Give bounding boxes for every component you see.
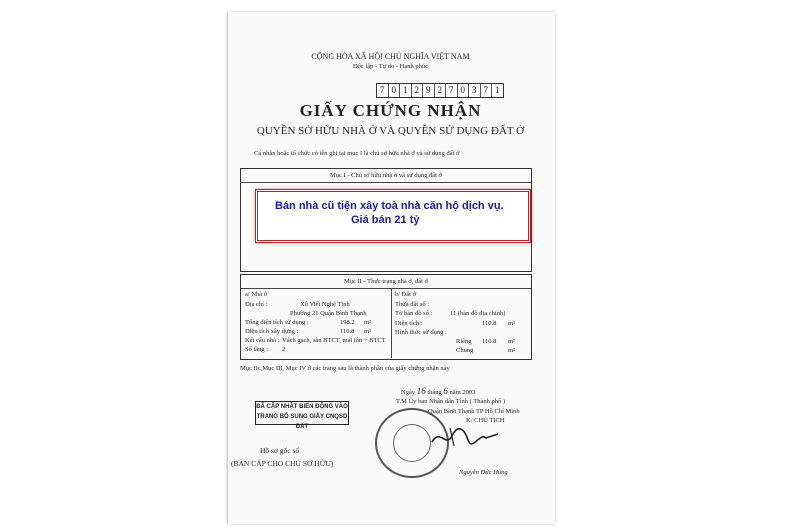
stamp-line-1: ĐÃ CẬP NHẬT BIẾN ĐỘNG VÀO bbox=[256, 404, 348, 410]
land-area-value: 110.8 bbox=[482, 320, 497, 327]
authority-line-1: T.M Ủy ban Nhân dân Tỉnh ( Thành phố ) bbox=[396, 398, 506, 405]
emblem-icon bbox=[393, 424, 431, 462]
serial-digit: 9 bbox=[423, 84, 435, 97]
motto: Độc lập - Tự do - Hạnh phúc bbox=[352, 63, 429, 70]
authority-line-3: K/ CHỦ TỊCH bbox=[466, 417, 505, 424]
total-floor-area-label: Tổng diện tích sử dụng : bbox=[245, 319, 309, 326]
map-sheet-label: Tờ bản đồ số : bbox=[395, 310, 433, 317]
land-heading: b/ Đất ở bbox=[395, 291, 417, 298]
serial-digit: 0 bbox=[389, 84, 401, 97]
section-property-heading: Mục II - Thực trạng nhà ở, đất ở bbox=[343, 278, 429, 285]
plot-number-label: Thửa đất số : bbox=[395, 301, 430, 308]
stamp-line-2: TRANG BỔ SUNG GIẤY CNQSD ĐẤT bbox=[256, 414, 348, 430]
area-unit: m² bbox=[508, 347, 516, 354]
signer-name: Nguyễn Đức Hùng bbox=[459, 469, 508, 476]
house-heading: a/ Nhà ở bbox=[245, 291, 268, 298]
floors-value: 2 bbox=[282, 346, 286, 353]
land-area-label: Diện tích : bbox=[395, 320, 423, 327]
address-ward: Phường 21 Quận Bình Thạnh bbox=[290, 310, 367, 317]
intro-text: Cá nhân hoặc tổ chức có tên ghi tại mục I là chủ sở hữu nhà ở và sử dụng đất ở bbox=[254, 150, 460, 157]
update-stamp bbox=[255, 401, 349, 430]
serial-digit: 1 bbox=[495, 85, 500, 95]
address-label: Địa chỉ : bbox=[245, 301, 268, 308]
shared-use-label: Chung bbox=[456, 347, 474, 354]
building-area-value: 110.8 bbox=[340, 328, 355, 335]
serial-digit: 0 bbox=[458, 84, 470, 97]
private-use-label: Riêng bbox=[456, 338, 472, 345]
section-owner-heading: Mục I - Chủ sở hữu nhà ở và sử dụng đất ở bbox=[330, 172, 442, 179]
advert-line-1: Bán nhà cũ tiện xây toà nhà căn hộ dịch vụ. bbox=[275, 200, 504, 212]
date-prefix: Ngày bbox=[401, 389, 416, 396]
private-use-value: 110.8 bbox=[482, 338, 497, 345]
column-divider bbox=[391, 288, 392, 358]
date-day: 16 bbox=[416, 386, 426, 396]
serial-digit: 2 bbox=[412, 84, 424, 97]
signature-icon bbox=[430, 422, 500, 450]
floors-label: Số tầng : bbox=[245, 346, 269, 353]
structure-label: Kết cấu nhà : bbox=[245, 337, 280, 344]
date-month-label: tháng bbox=[427, 389, 442, 396]
serial-digit: 2 bbox=[435, 84, 447, 97]
divider bbox=[241, 182, 531, 183]
address-street: Xô Viết Nghệ Tĩnh bbox=[300, 301, 350, 308]
usage-form-label: Hình thức sử dụng : bbox=[395, 329, 447, 336]
area-unit: m² bbox=[364, 319, 372, 326]
area-unit: m² bbox=[508, 338, 516, 345]
serial-number bbox=[376, 83, 504, 98]
area-unit: m² bbox=[508, 320, 516, 327]
country-name: CỘNG HÒA XÃ HỘI CHỦ NGHĨA VIỆT NAM bbox=[311, 52, 470, 61]
original-file-label: Hồ sơ gốc số bbox=[260, 446, 300, 455]
authority-line-2: Quận Bình Thạnh TP Hồ Chí Minh bbox=[428, 408, 520, 415]
date-year-label: năm bbox=[449, 389, 461, 396]
area-unit: m² bbox=[364, 328, 372, 335]
advert-overlay bbox=[255, 189, 531, 243]
divider bbox=[241, 288, 531, 289]
advert-line-2: Giá bán 21 tỷ bbox=[351, 214, 420, 226]
building-area-label: Diện tích xây dựng : bbox=[245, 328, 299, 335]
serial-digit: 7 bbox=[446, 84, 458, 97]
document-title: GIẤY CHỨNG NHẬN bbox=[299, 101, 482, 120]
continuation-note: Mục IIc,Mục III, Mục IV ở các trang sau là thành phần của giấy chứng nhận này bbox=[240, 365, 450, 372]
map-sheet-value: 11 (bản đồ địa chính) bbox=[450, 310, 506, 317]
serial-digit: 3 bbox=[469, 84, 481, 97]
issue-date bbox=[401, 386, 475, 396]
serial-digit: 7 bbox=[481, 84, 493, 97]
serial-digit: 1 bbox=[400, 84, 412, 97]
date-year: 2003 bbox=[462, 389, 476, 396]
owner-copy-note: (BẢN CẤP CHO CHỦ SỞ HỮU) bbox=[231, 459, 334, 468]
structure-value: Vách gạch, sàn BTCT, mái tôn + BTCT bbox=[282, 337, 386, 344]
serial-digit: 7 bbox=[377, 84, 389, 97]
date-month: 6 bbox=[443, 386, 448, 396]
document-subtitle: QUYỀN SỞ HỮU NHÀ Ở VÀ QUYỀN SỬ DỤNG ĐẤT Ở bbox=[256, 125, 525, 137]
total-floor-area-value: 198.2 bbox=[340, 319, 355, 326]
